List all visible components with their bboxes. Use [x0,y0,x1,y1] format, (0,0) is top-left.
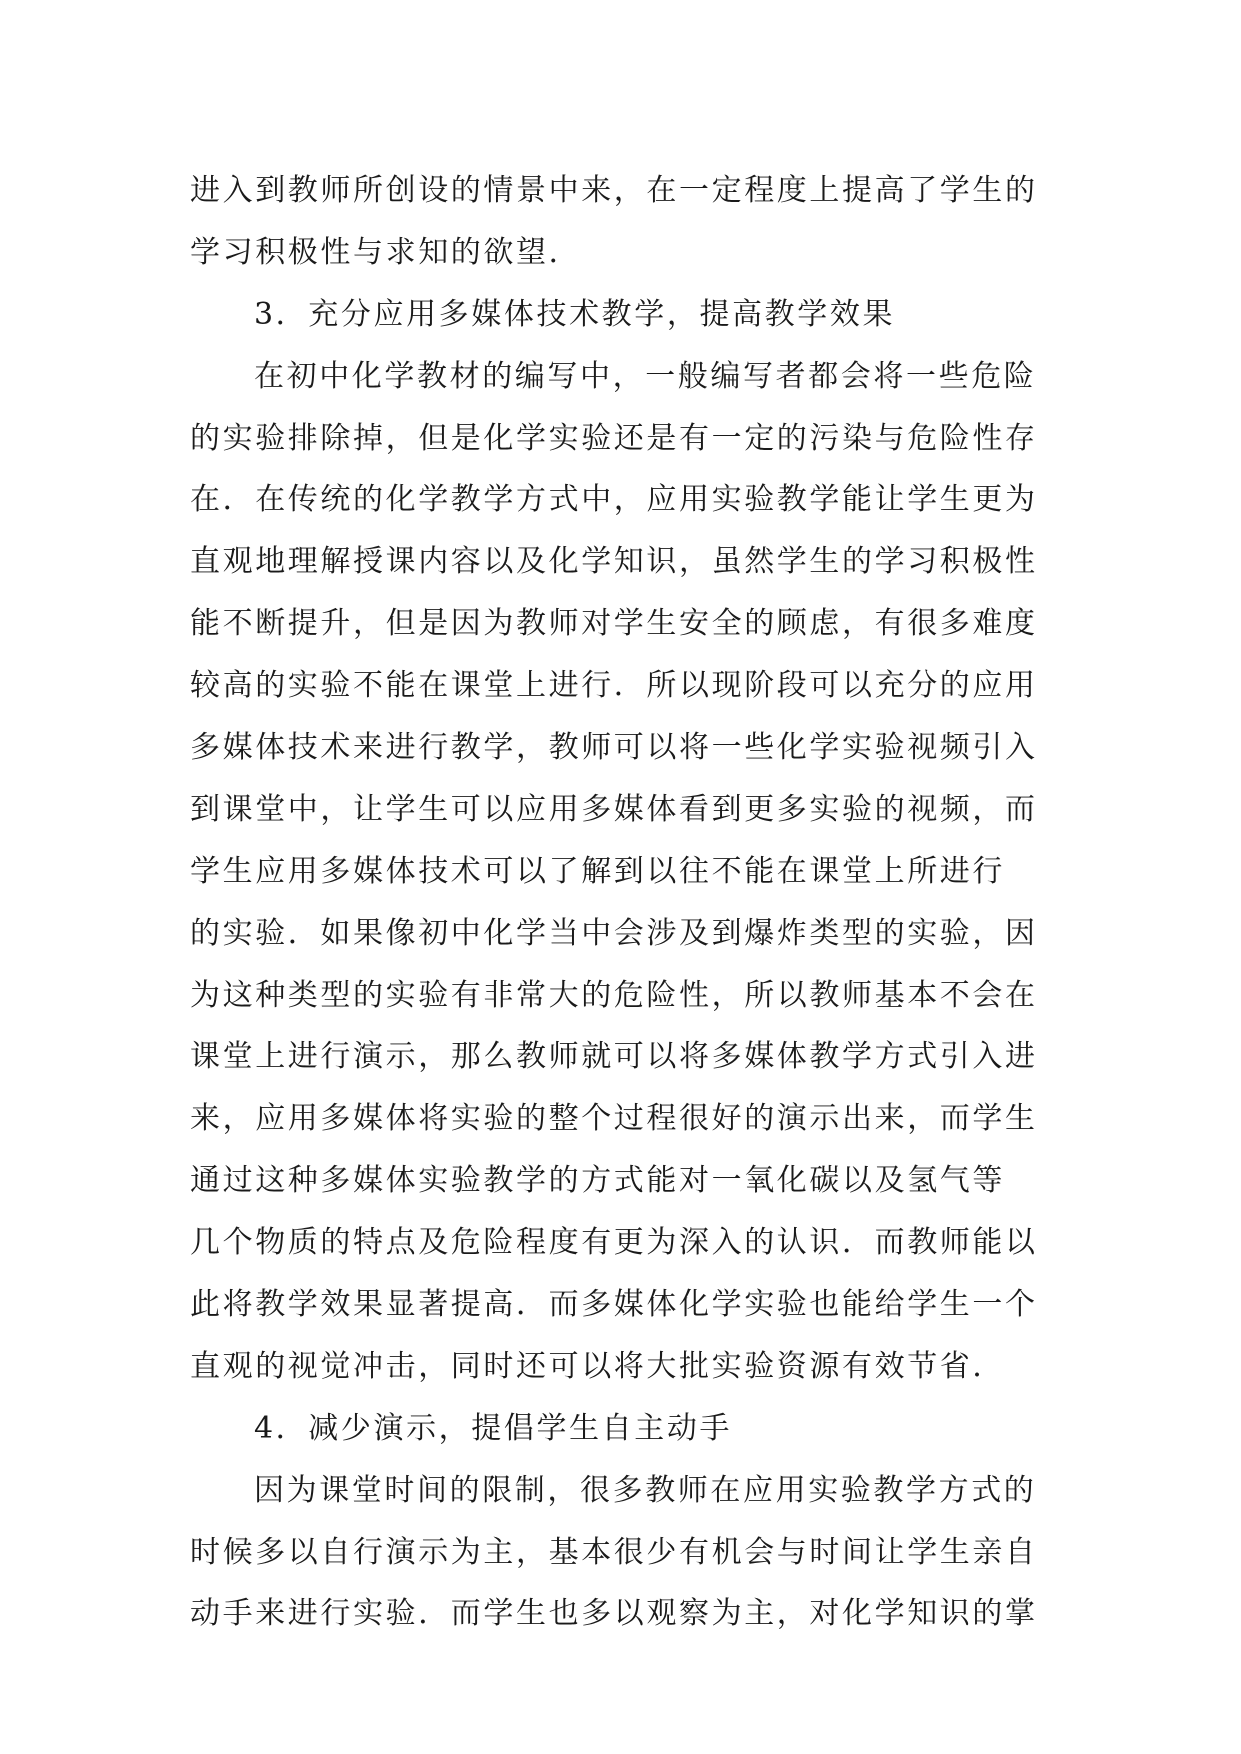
text-line: 在．在传统的化学教学方式中，应用实验教学能让学生更为 [190,482,1038,518]
text-line: 4．减少演示，提倡学生自主动手 [254,1410,733,1446]
text-line: 课堂上进行演示，那么教师就可以将多媒体教学方式引入进 [190,1039,1038,1075]
text-line: 在初中化学教材的编写中，一般编写者都会将一些危险 [254,358,1037,394]
text-line: 的实验排除掉，但是化学实验还是有一定的污染与危险性存 [190,420,1038,456]
text-line: 能不断提升，但是因为教师对学生安全的顾虑，有很多难度 [190,606,1038,642]
text-line: 学习积极性与求知的欲望． [190,234,582,270]
text-line: 直观的视觉冲击，同时还可以将大批实验资源有效节省． [190,1348,1005,1384]
text-line: 进入到教师所创设的情景中来，在一定程度上提高了学生的 [190,173,1038,208]
text-line: 几个物质的特点及危险程度有更为深入的认识．而教师能以 [190,1225,1038,1261]
text-line: 因为课堂时间的限制，很多教师在应用实验教学方式的 [254,1472,1037,1508]
text-line: 通过这种多媒体实验教学的方式能对一氧化碳以及氢气等 [190,1163,1005,1199]
text-line: 的实验．如果像初中化学当中会涉及到爆炸类型的实验，因 [190,915,1038,951]
text-line: 较高的实验不能在课堂上进行．所以现阶段可以充分的应用 [190,668,1038,704]
text-line: 动手来进行实验．而学生也多以观察为主，对化学知识的掌 [190,1596,1038,1632]
body-text [190,160,1070,1645]
text-line: 来，应用多媒体将实验的整个过程很好的演示出来，而学生 [190,1101,1038,1137]
text-line: 为这种类型的实验有非常大的危险性，所以教师基本不会在 [190,977,1038,1013]
text-line: 直观地理解授课内容以及化学知识，虽然学生的学习积极性 [190,544,1038,580]
text-line: 多媒体技术来进行教学，教师可以将一些化学实验视频引入 [190,730,1038,766]
text-line: 时候多以自行演示为主，基本很少有机会与时间让学生亲自 [190,1534,1038,1570]
text-line: 此将教学效果显著提高．而多媒体化学实验也能给学生一个 [190,1287,1038,1323]
text-line: 3．充分应用多媒体技术教学，提高教学效果 [254,296,896,332]
text-line: 到课堂中，让学生可以应用多媒体看到更多实验的视频，而 [190,791,1038,827]
text-line: 学生应用多媒体技术可以了解到以往不能在课堂上所进行 [190,853,1005,889]
